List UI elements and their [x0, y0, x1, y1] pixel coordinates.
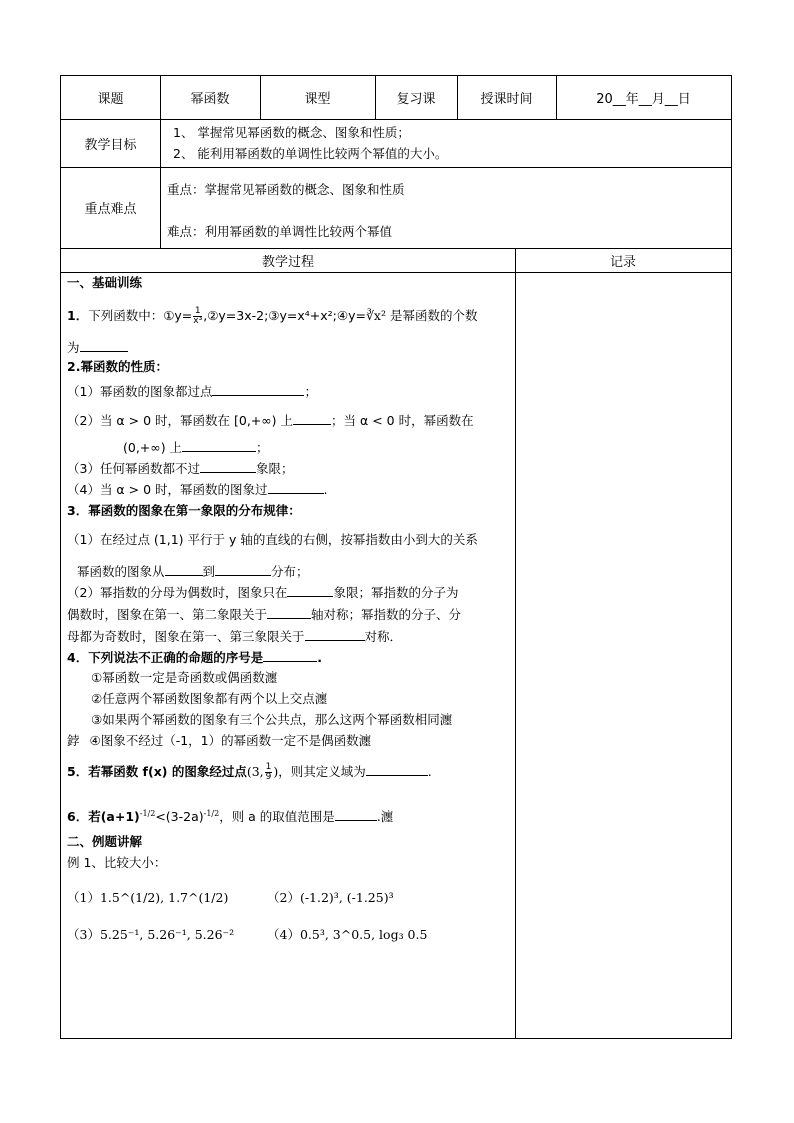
q6-tail: 瀍 [380, 809, 394, 824]
q6-exponent-1: -1/2 [139, 808, 156, 818]
q3-1b-b: 到 [202, 564, 216, 579]
answer-blank[interactable] [165, 563, 203, 576]
answer-blank[interactable] [268, 481, 324, 494]
q5-text: 5．若幂函数 f(x) 的图象经过点 [67, 764, 247, 779]
answer-blank[interactable] [293, 412, 331, 425]
q1-rest: ,②y=3x-2;③y=x⁴+x²;④y= [203, 308, 366, 323]
frac-num: 1 [265, 762, 272, 772]
q1-fraction [193, 307, 202, 326]
q3-item-2 [67, 584, 458, 601]
q1-root: ∛x² [365, 308, 386, 323]
time-label: 授课时间 [480, 92, 533, 107]
answer-blank[interactable] [215, 563, 271, 576]
row-divider [61, 119, 731, 120]
q4-title: 4．下列说法不正确的命题的序号是 . [67, 650, 322, 665]
section2-title: 二、例题讲解 [67, 834, 143, 849]
q4-option-2: ②任意两个幂函数图象都有两个以上交点瀍 [91, 691, 328, 706]
q6-text-b: ，则 a 的取值范围是 [219, 809, 335, 824]
q1-line2: 为 [67, 340, 80, 355]
q2-item-4: （4）当 α > 0 时，幂函数的图象过 . [67, 482, 328, 497]
q2-4a-text: （4）当 α > 0 时，幂函数的图象过 [67, 482, 268, 497]
difficulty-point: 难点：利用幂函数的单调性比较两个幂值 [167, 224, 393, 239]
q4-prefix: 鋍 [67, 733, 80, 748]
answer-blank[interactable] [80, 339, 128, 352]
q3-2f: 对称． [364, 629, 403, 644]
goal-item-2: 2、 能利用幂函数的单调性比较两个幂值的大小。 [173, 146, 448, 161]
q3-1b-c: 分布； [271, 564, 309, 579]
answer-blank[interactable] [305, 628, 365, 641]
q3-item-2-line2 [67, 606, 461, 623]
q1-number: 1． [67, 308, 89, 323]
q2-2a-text: （2）当 α > 0 时，幂函数在 [0,+∞) 上 [67, 413, 294, 428]
q4-option-1: ①幂函数一定是奇函数或偶函数瀍 [91, 670, 278, 685]
row-divider [61, 167, 731, 168]
type-label: 课型 [304, 92, 331, 107]
q2-item-3 [67, 460, 293, 477]
q3-2b: 象限；幂指数的分子为 [333, 585, 459, 600]
q2-item-2 [67, 412, 474, 429]
example-part-2: （2）(-1.2)³, (-1.25)³ [267, 890, 394, 905]
q2-1-text: （1）幂函数的图象都过点 [67, 384, 213, 399]
example-1-title: 例 1、比较大小： [67, 855, 167, 870]
q1-text: 下列函数中：①y= [88, 308, 193, 323]
q3-1b-a: 幂函数的图象从 [77, 564, 165, 579]
example-part-1: （1）1.5^(1/2), 1.7^(1/2) [67, 890, 229, 905]
topic-value: 幂函数 [190, 92, 230, 107]
process-header: 教学过程 [261, 254, 314, 270]
q3-item-1-cont [77, 563, 309, 580]
answer-blank[interactable] [263, 649, 317, 662]
q2-title: 2.幂函数的性质： [67, 359, 168, 374]
q3-2d: 轴对称；幂指数的分子、分 [311, 607, 462, 622]
q2-item-2-cont: (0,+∞) 上 ； [123, 440, 269, 455]
q6-text-a: 6．若(a+1) [67, 809, 140, 824]
answer-blank[interactable] [182, 439, 256, 452]
q2-item-1: （1）幂函数的图象都过点 ； [67, 384, 317, 399]
answer-blank[interactable] [366, 763, 428, 776]
frac-den: x³ [193, 316, 203, 326]
question-1-line2 [67, 339, 128, 356]
answer-blank[interactable] [212, 383, 304, 396]
example-part-3: （3）5.25⁻¹, 5.26⁻¹, 5.26⁻² [67, 927, 235, 942]
q4-option-3: ③如果两个幂函数的图象有三个公共点，那么这两个幂函数相同瀍 [91, 712, 453, 727]
answer-blank[interactable] [267, 606, 311, 619]
q3-item-2-line3 [67, 628, 402, 645]
question-1 [67, 306, 477, 326]
question-6: 6．若$(a+1)^{-1/2}<(3-2a)^{-1/2}$，则 a 的取值范围是 .瀍 [67, 808, 394, 824]
frac-num: 1 [194, 306, 201, 316]
q3-item-1: （1）在经过点 (1,1) 平行于 y 轴的直线的右侧，按幂指数由小到大的关系 [67, 532, 478, 547]
key-point: 重点：掌握常见幂函数的概念、图象和性质 [167, 182, 405, 197]
q2-2c-text: (0,+∞) 上 [123, 440, 183, 455]
q5-fraction [265, 763, 273, 782]
type-value: 复习课 [396, 92, 436, 107]
q3-2a: （2）幂指数的分母为偶数时，图象只在 [67, 585, 288, 600]
q5-text-b: ，则其定义域为 [278, 764, 366, 779]
q6-mid: <(3-2a) [155, 809, 204, 824]
record-header: 记录 [609, 254, 636, 270]
q3-2c: 偶数时，图象在第一、第二象限关于 [67, 607, 268, 622]
goal-item-1: 1、 掌握常见幂函数的概念、图象和性质； [173, 125, 410, 140]
q5-point-a: (3, [246, 764, 264, 779]
q4-title-text: 4．下列说法不正确的命题的序号是 [67, 650, 264, 665]
example-part-4: （4）0.5³, 3^0.5, log₃ 0.5 [267, 927, 428, 942]
goals-label: 教学目标 [84, 137, 137, 153]
keypoints-label: 重点难点 [84, 202, 137, 217]
answer-blank[interactable] [287, 584, 333, 597]
q2-3a-text: （3）任何幂函数都不过 [67, 461, 200, 476]
q1-tail: 是幂函数的个数 [385, 308, 478, 323]
q2-2b-text: ；当 α < 0 时，幂函数在 [331, 413, 474, 428]
answer-blank[interactable] [200, 460, 256, 473]
date-value: 20__年__月__日 [596, 92, 691, 107]
frac-den: 9 [265, 772, 272, 782]
question-5: 5．若幂函数 f(x) 的图象经过点(3, $\frac{1}{9}$ )，则其定义域为 . [67, 762, 432, 782]
topic-label: 课题 [97, 92, 124, 107]
q4-option-4: ④图象不经过（-1，1）的幂函数一定不是偶函数瀍 [89, 733, 372, 748]
q3-2e: 母都为奇数时，图象在第一、第三象限关于 [67, 629, 305, 644]
q5-point-b: ) [273, 764, 279, 779]
section1-title: 一、基础训练 [67, 275, 143, 290]
answer-blank[interactable] [335, 808, 377, 821]
q4-option-4-row [67, 733, 371, 749]
record-area[interactable] [516, 273, 730, 1038]
q3-title: 3．幂函数的图象在第一象限的分布规律： [67, 503, 301, 518]
q2-3b-text: 象限； [255, 461, 294, 476]
lesson-plan-table [60, 75, 732, 1039]
q6-exponent-2: -1/2 [203, 808, 220, 818]
